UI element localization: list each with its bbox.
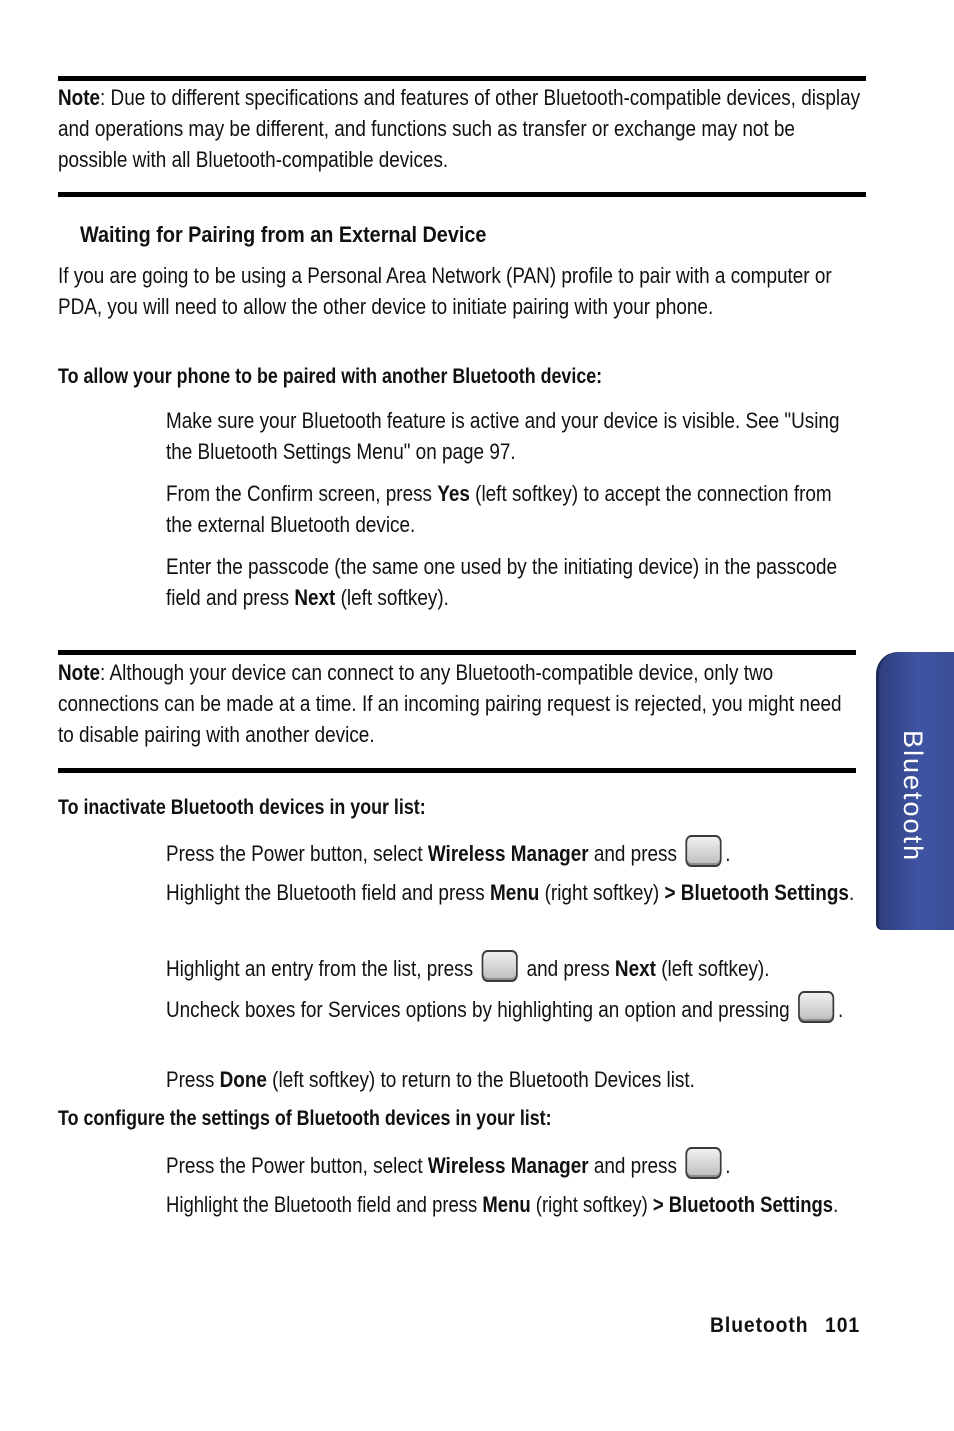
note1-bottom-rule [58,192,866,197]
note2 [58,657,851,750]
ok-key-icon [686,1147,722,1179]
allow-step-2: From the Confirm screen, press Yes (left softkey) to accept the connection from the external Bluetooth device. [166,481,832,537]
section-title: Waiting for Pairing from an External Device [80,222,487,247]
note2-bottom-rule [58,768,856,773]
note1-label: Note [58,85,101,110]
section-tab-label: Bluetooth [898,730,928,863]
inactivate-step-1: Press the Power button, select Wireless Manager and press . [166,835,863,869]
yes-softkey-label: Yes [437,481,470,506]
next-softkey-label: Next [294,585,336,610]
allow-step-1: Make sure your Bluetooth feature is active and your device is visible. See "Using the Bluetooth Settings Menu" on page 97. [166,408,840,464]
inactivate-step-3: Highlight an entry from the list, press and press Next (left softkey). [166,950,880,984]
note2-top-rule [58,650,856,655]
footer-section: Bluetooth [710,1314,809,1337]
ok-key-icon [686,835,722,867]
note1-top-rule [58,76,866,81]
allow-step-3: Enter the passcode (the same one used by the initiating device) in the passcode field and press Next (left softkey). [166,554,838,610]
inactivate-step-5: Press Done (left softkey) to return to the Bluetooth Devices list. [166,1067,695,1092]
allow-heading: To allow your phone to be paired with another Bluetooth device: [58,365,603,388]
configure-step-1: Press the Power button, select Wireless Manager and press . [166,1147,863,1181]
note2-text: : Although your device can connect to any Bluetooth-compatible device, only two connections can be made at a time. If an incoming pairing request is rejected, you might need to disable pairing with another device. [58,660,842,747]
configure-step-2: Highlight the Bluetooth field and press Menu (right softkey) > Bluetooth Settings. [166,1192,839,1217]
note1-text: : Due to different specifications and features of other Bluetooth-compatible devices, display and operations may be different, and functions such as transfer or exchange may not be possible with all Bluetooth-compatible devices. [58,85,861,172]
note2-label: Note [58,660,101,685]
page-number: 101 [824,1314,860,1337]
ok-key-icon [482,950,518,982]
ok-key-icon [798,991,834,1023]
intro-paragraph: If you are going to be using a Personal Area Network (PAN) profile to pair with a computer or PDA, you will need to allow the other device to initiate pairing with your phone. [58,263,832,319]
inactivate-step-4: Uncheck boxes for Services options by highlighting an option and pressing . [166,991,858,1025]
section-thumb-tab [876,652,954,930]
inactivate-heading: To inactivate Bluetooth devices in your list: [58,796,426,819]
inactivate-step-2: Highlight the Bluetooth field and press Menu (right softkey) > Bluetooth Settings. [166,880,855,905]
page-footer [710,1314,860,1338]
configure-heading: To configure the settings of Bluetooth devices in your list: [58,1107,552,1130]
note1 [58,82,862,175]
